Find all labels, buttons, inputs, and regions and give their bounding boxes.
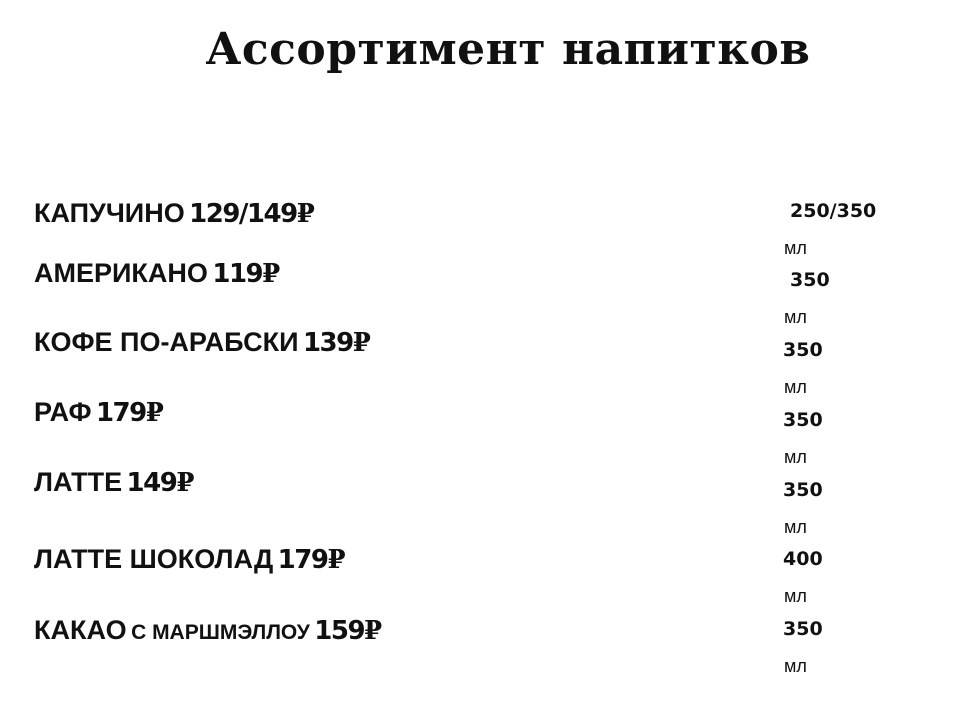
item-volume: 400 (783, 548, 823, 570)
menu-item-cappuccino (34, 200, 315, 227)
item-name: КОФЕ ПО-АРАБСКИ (34, 327, 299, 357)
unit-label: мл (784, 586, 807, 606)
unit-label: мл (784, 517, 807, 537)
item-name: ЛАТТЕ (34, 467, 123, 497)
unit-label: мл (784, 377, 807, 397)
item-price: 149 (126, 468, 177, 498)
currency-symbol: ₽ (176, 468, 195, 498)
item-price: 139 (302, 328, 353, 358)
item-name: ЛАТТЕ ШОКОЛАД (34, 544, 274, 574)
menu-item-cocoa (34, 617, 382, 644)
item-price: 179 (277, 545, 328, 575)
item-volume: 350 (783, 409, 823, 431)
menu-item-americano (34, 260, 280, 287)
item-volume: 350 (790, 269, 830, 291)
unit-label: мл (784, 447, 807, 467)
currency-symbol: ₽ (327, 545, 346, 575)
item-name: КАКАО (34, 615, 127, 645)
item-volume: 350 (783, 479, 823, 501)
item-name: КАПУЧИНО (34, 198, 185, 228)
currency-symbol: ₽ (352, 328, 371, 358)
menu-item-chocolate-latte (34, 546, 346, 573)
item-price: 129/149 (189, 199, 297, 229)
currency-symbol: ₽ (296, 199, 315, 229)
item-name: АМЕРИКАНО (34, 258, 208, 288)
item-volume: 350 (783, 339, 823, 361)
menu-item-latte (34, 469, 194, 496)
unit-label: мл (784, 307, 807, 327)
item-price: 159 (314, 616, 365, 646)
menu-item-arabic-coffee (34, 329, 371, 356)
currency-symbol: ₽ (262, 259, 281, 289)
currency-symbol: ₽ (145, 398, 164, 428)
item-price: 179 (95, 398, 146, 428)
item-volume: 350 (783, 618, 823, 640)
menu-item-raf (34, 399, 164, 426)
item-price: 119 (212, 259, 263, 289)
item-name: РАФ (34, 397, 92, 427)
page-title: Ассортимент напитков (205, 24, 811, 75)
unit-label: мл (784, 656, 807, 676)
unit-label: мл (784, 238, 807, 258)
item-name-suffix: С МАРШМЭЛЛОУ (131, 621, 310, 644)
currency-symbol: ₽ (364, 616, 383, 646)
item-volume: 250/350 (790, 200, 877, 222)
